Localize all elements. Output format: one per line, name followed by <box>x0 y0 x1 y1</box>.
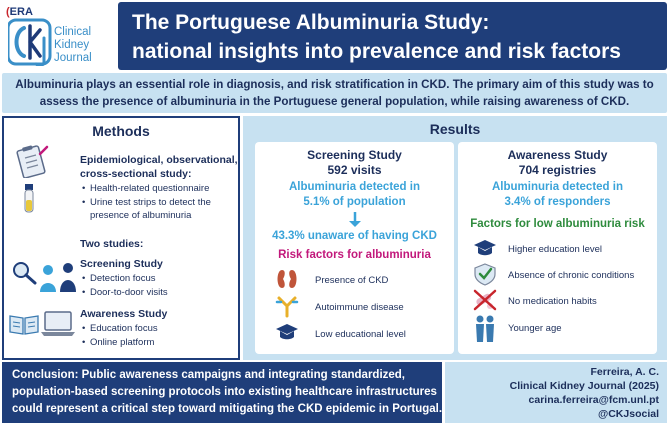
risk-factors-title: Risk factors for albuminuria <box>278 249 431 261</box>
laptop-icon <box>40 310 76 338</box>
conclusion-line-1: Conclusion: Public awareness campaigns and integrating standardized, <box>12 369 405 381</box>
low-risk-factor-item: Younger age <box>508 323 562 334</box>
intro-line-1: Albuminuria plays an essential role in diagnosis, and risk stratification in CKD. The primary aim of this study was to <box>15 78 654 91</box>
screening-study-card <box>255 142 454 354</box>
screening-study-label: Screening Study <box>80 258 163 270</box>
magnifier-icon <box>10 260 40 286</box>
results-title: Results <box>429 121 481 137</box>
awareness-study-label: Awareness Study <box>80 308 168 320</box>
awareness-detected-line-1: Albuminuria detected in <box>492 181 623 193</box>
citation-social-handle[interactable]: @CKJsocial <box>597 408 659 420</box>
awareness-item: • Education focus <box>90 323 158 334</box>
citation-email[interactable]: carina.ferreira@fcm.unl.pt <box>528 394 659 406</box>
methods-title: Methods <box>92 123 150 139</box>
study-type-line-1: Epidemiological, observational, <box>80 154 238 166</box>
citation-panel <box>445 362 667 423</box>
intro-banner <box>2 73 667 113</box>
citation-author: Ferreira, A. C. <box>590 366 659 378</box>
era-logo: (ERA <box>6 6 33 18</box>
urine-tube-icon <box>22 182 36 216</box>
clipboard-icon <box>14 144 50 178</box>
screening-detected-line-1: Albuminuria detected in <box>289 181 420 193</box>
low-risk-factor-item: No medication habits <box>508 296 597 307</box>
kidney-icon <box>275 268 299 290</box>
no-pills-icon <box>472 288 498 312</box>
graduation-cap-icon <box>275 322 299 342</box>
low-risk-factor-item: Higher education level <box>508 244 603 255</box>
title-line-2: national insights into prevalence and risk factors <box>132 40 621 63</box>
two-studies-label: Two studies: <box>80 238 144 250</box>
screening-item: • Detection focus <box>90 273 155 284</box>
citation-journal: Clinical Kidney Journal (2025) <box>509 380 659 392</box>
risk-factor-item: Presence of CKD <box>315 275 389 286</box>
risk-factor-item: Autoimmune disease <box>315 302 404 313</box>
title-line-1: The Portuguese Albuminuria Study: <box>132 11 490 34</box>
risk-factor-item: Low educational level <box>315 329 406 340</box>
graduation-cap-icon <box>472 238 498 258</box>
screening-card-title: Screening Study <box>307 148 402 162</box>
awareness-study-card <box>458 142 657 354</box>
intro-line-2: assess the presence of albuminuria in the Portuguese general population, while raising awareness of CKD. <box>39 95 630 108</box>
screening-unaware: 43.3% unaware of having CKD <box>272 230 437 242</box>
screening-visits: 592 visits <box>327 163 382 177</box>
awareness-detected-line-2: 3.4% of responders <box>504 196 611 208</box>
conclusion-line-3: could represent a critical step toward mitigating the CKD epidemic in Portugal. <box>12 403 443 415</box>
method-item-continued: presence of albuminuria <box>90 210 192 221</box>
header <box>0 0 669 72</box>
journal-name: Clinical Kidney Journal <box>54 26 92 64</box>
screening-detected-line-2: 5.1% of population <box>303 196 406 208</box>
awareness-card-title: Awareness Study <box>507 148 608 162</box>
title-banner <box>118 2 667 70</box>
low-risk-factors-title: Factors for low albuminuria risk <box>470 218 645 230</box>
method-item: • Urine test strips to detect the <box>90 197 211 208</box>
ckj-logo <box>4 4 116 68</box>
antibody-icon <box>275 294 299 318</box>
screening-item: • Door-to-door visits <box>90 287 168 298</box>
study-type-line-2: cross-sectional study: <box>80 168 192 180</box>
open-book-icon <box>8 312 40 336</box>
results-panel <box>243 116 667 360</box>
conclusion-line-2: population-based screening protocols into existing healthcare infrastructures <box>12 386 437 398</box>
awareness-registries: 704 registries <box>518 163 597 177</box>
checkmark-shield-icon <box>472 262 498 286</box>
people-talking-icon <box>38 262 78 292</box>
arrow-down-icon <box>348 212 362 228</box>
awareness-item: • Online platform <box>90 337 154 348</box>
methods-panel <box>2 116 240 360</box>
conclusion-banner <box>2 362 442 423</box>
method-item: • Health-related questionnaire <box>90 183 209 194</box>
ckj-logo-icon <box>8 18 52 66</box>
low-risk-factor-item: Absence of chronic conditions <box>508 270 635 281</box>
young-people-icon <box>472 314 498 342</box>
